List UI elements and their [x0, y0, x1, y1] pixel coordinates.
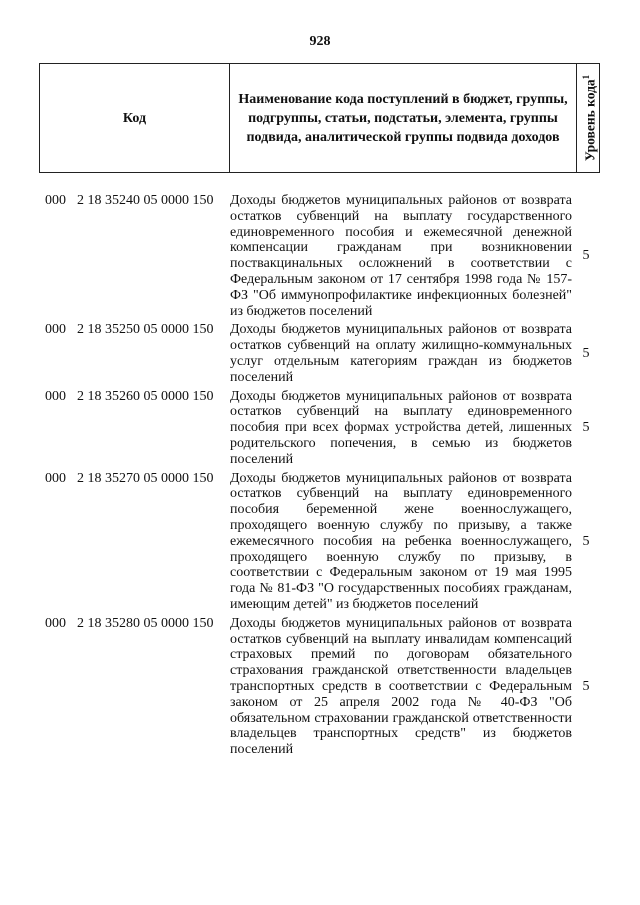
table-header [39, 63, 600, 173]
row-description: Доходы бюджетов муниципальных районов от возврата остатков субвенций на выплату государственного единовременного пособия и ежемесячной денежной компенсации гражданам при возникновении поствакцинальных осложнений в соответствии с Федеральным законом от 17 сентября 1998 года № 157-ФЗ "Об иммунопрофилактике инфекционных болезней" из бюджетов поселений [230, 193, 572, 319]
header-name-cell [230, 64, 577, 172]
row-admin-code: 000 [45, 193, 66, 208]
table-row [39, 389, 600, 468]
row-income-code: 2 18 35260 05 0000 150 [77, 388, 214, 404]
header-name-label: Наименование кода поступлений в бюджет, группы, подгруппы, статьи, подстатьи, элемента, группы подвида, аналитической группы подвида доходов [238, 91, 568, 145]
header-level-cell [577, 64, 599, 172]
header-code-label: Код [122, 110, 147, 126]
table-row [39, 322, 600, 385]
row-income-code: 2 18 35240 05 0000 150 [77, 193, 214, 208]
row-income-code: 2 18 35280 05 0000 150 [77, 615, 214, 631]
row-description: Доходы бюджетов муниципальных районов от возврата остатков субвенций на выплату единовременного пособия при всех формах устройства детей, лишенных родительского попечения, в семью из бюджетов поселений [230, 388, 572, 467]
row-level: 5 [582, 678, 590, 694]
page-number: 928 [309, 34, 331, 49]
row-level: 5 [582, 345, 590, 361]
row-admin-code: 000 [45, 322, 66, 338]
header-level-rotated [577, 75, 600, 161]
header-level-footnote: 1 [580, 74, 591, 80]
table-row [39, 471, 600, 613]
row-income-code: 2 18 35250 05 0000 150 [77, 322, 214, 338]
table-body [39, 193, 600, 758]
row-level: 5 [582, 533, 590, 549]
row-description: Доходы бюджетов муниципальных районов от возврата остатков субвенций на оплату жилищно-коммунальных услуг отдельным категориям граждан из бюджетов поселений [230, 322, 572, 385]
row-description: Доходы бюджетов муниципальных районов от возврата остатков субвенций на выплату инвалидам компенсаций страховых премий по договорам обязательного страхования гражданской ответственности владельцев транспортных средств в соответствии с Федеральным законом от 25 апреля 2002 года № 40-ФЗ "Об обязательном страховании гражданской ответственности владельцев транспортных средств" из бюджетов поселений [230, 615, 572, 758]
table-row [39, 193, 600, 319]
table-row [39, 616, 600, 758]
row-admin-code: 000 [45, 615, 66, 631]
row-income-code: 2 18 35270 05 0000 150 [77, 470, 214, 486]
row-admin-code: 000 [45, 388, 66, 404]
row-admin-code: 000 [45, 470, 66, 486]
row-level: 5 [582, 420, 590, 436]
header-level-label: Уровень кода [582, 79, 598, 162]
header-code-cell [40, 64, 230, 172]
row-description: Доходы бюджетов муниципальных районов от возврата остатков субвенций на выплату единовременного пособия беременной жене военнослужащего, проходящего военную службу по призыву, а также ежемесячного пособия на ребенка военнослужащего, проходящего военную службу по призыву, в соответствии с Федеральным законом от 19 мая 1995 года № 81-ФЗ "О государственных пособиях гражданам, имеющим детей" из бюджетов поселений [230, 470, 572, 612]
row-level: 5 [582, 248, 590, 264]
